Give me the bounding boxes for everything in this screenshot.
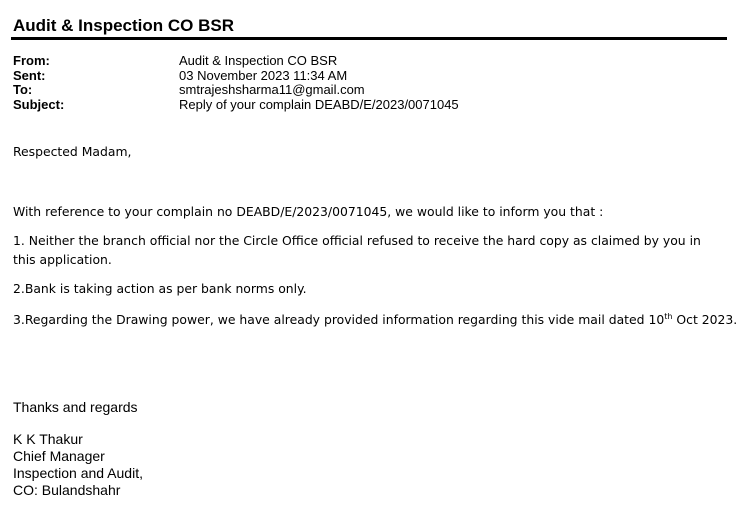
title-divider xyxy=(11,37,727,40)
signatory-name: K K Thakur xyxy=(13,431,83,447)
signatory-office: CO: Bulandshahr xyxy=(13,482,121,498)
intro-paragraph: With reference to your complain no DEABD/E/2023/0071045, we would like to inform you that : xyxy=(13,204,604,219)
salutation: Respected Madam, xyxy=(13,144,132,159)
from-label: From: xyxy=(13,53,50,68)
signatory-department: Inspection and Audit, xyxy=(13,465,143,481)
subject-value: Reply of your complain DEABD/E/2023/0071045 xyxy=(179,97,459,112)
closing: Thanks and regards xyxy=(13,399,138,415)
email-title: Audit & Inspection CO BSR xyxy=(13,16,234,35)
sent-label: Sent: xyxy=(13,68,46,83)
subject-label: Subject: xyxy=(13,97,65,112)
signatory-designation: Chief Manager xyxy=(13,448,105,464)
point-3 xyxy=(13,310,737,329)
point-3-ordinal: th xyxy=(664,311,673,321)
to-label: To: xyxy=(13,82,33,97)
to-value: smtrajeshsharma11@gmail.com xyxy=(179,82,365,97)
point-2: 2.Bank is taking action as per bank norms only. xyxy=(13,281,307,296)
point-3-date: Oct 2023. xyxy=(672,312,737,327)
point-1: 1. Neither the branch official nor the Circle Office official refused to receive the hard copy as claimed by you in this application. xyxy=(13,233,701,267)
sent-value: 03 November 2023 11:34 AM xyxy=(179,68,348,83)
from-value: Audit & Inspection CO BSR xyxy=(179,53,338,68)
point-3-text: 3.Regarding the Drawing power, we have already provided information regarding this vide mail dated 10 xyxy=(13,312,665,327)
